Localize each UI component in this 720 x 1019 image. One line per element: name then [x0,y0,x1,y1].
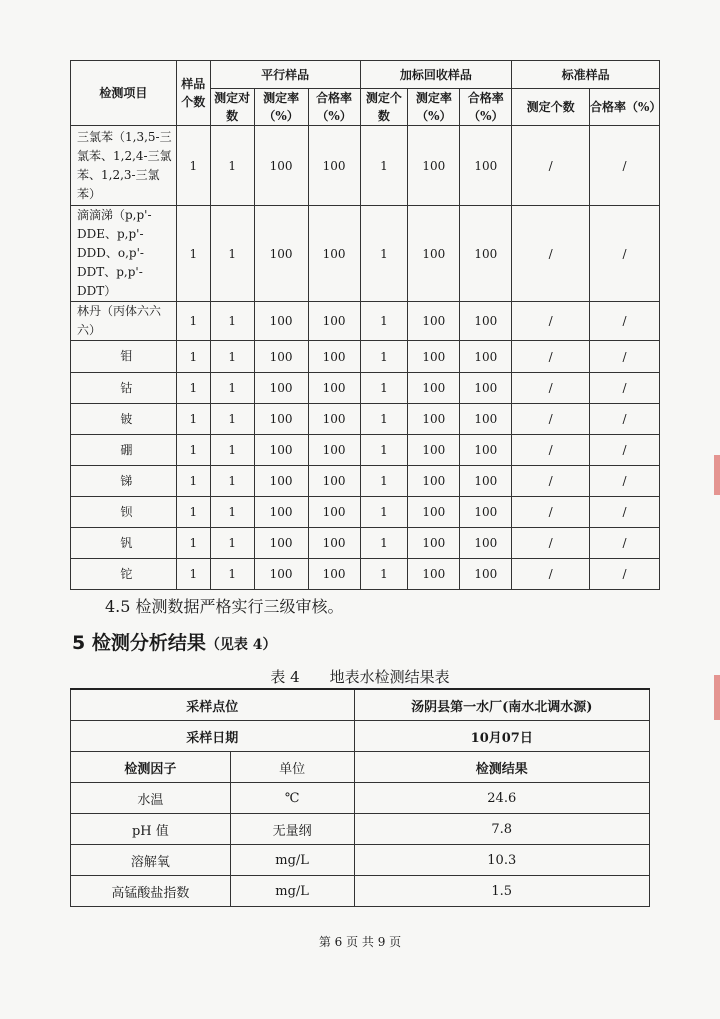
value-cell: 100 [460,528,512,559]
value-cell: 100 [460,341,512,373]
site-label: 采样点位 [71,689,355,721]
factor-cell: 溶解氧 [71,845,231,876]
item-cell: 三氯苯（1,3,5-三氯苯、1,2,4-三氯苯、1,2,3-三氯苯） [71,126,177,206]
value-cell: / [590,528,660,559]
section-title: 5 检测分析结果 [72,632,206,654]
value-cell: 100 [308,497,360,528]
value-cell: / [512,404,590,435]
value-cell: 100 [308,373,360,404]
subheader: 合格率（%） [308,89,360,126]
table-row [71,404,660,435]
qc-table [70,60,660,590]
item-cell: 铍 [71,404,177,435]
item-cell: 钡 [71,497,177,528]
value-cell: 100 [408,466,460,497]
value-cell: 100 [408,126,460,206]
value-cell: 100 [460,302,512,341]
value-cell: / [590,435,660,466]
value-cell: 1 [360,435,408,466]
table-row [71,466,660,497]
value-cell: 100 [460,497,512,528]
table-row [71,373,660,404]
value-cell: / [512,126,590,206]
value-cell: 1 [176,528,210,559]
value-cell: / [590,302,660,341]
table-caption: 表 4 地表水检测结果表 [270,668,450,686]
value-cell: 1 [360,341,408,373]
item-cell: 铊 [71,559,177,590]
header-unit: 单位 [230,752,354,783]
value-cell: 100 [308,404,360,435]
header-spike: 加标回收样品 [360,61,512,89]
factor-cell: 水温 [71,783,231,814]
unit-cell: mg/L [230,845,354,876]
value-cell: 1 [210,435,254,466]
value-cell: / [590,466,660,497]
table-row [71,126,660,206]
subheader: 合格率（%） [460,89,512,126]
site-value: 汤阴县第一水厂(南水北调水源) [354,689,649,721]
value-cell: 1 [176,206,210,302]
date-value: 10月07日 [354,721,649,752]
table-row [71,559,660,590]
value-cell: 100 [254,528,308,559]
value-cell: 100 [408,373,460,404]
item-cell: 钒 [71,528,177,559]
value-cell: 100 [308,206,360,302]
value-cell: 100 [460,466,512,497]
value-cell: 100 [460,404,512,435]
value-cell: / [590,404,660,435]
value-cell: 100 [308,341,360,373]
value-cell: 1 [360,126,408,206]
factor-cell: 高锰酸盐指数 [71,876,231,907]
value-cell: 1 [210,404,254,435]
item-cell: 钼 [71,341,177,373]
page-footer: 第 6 页 共 9 页 [318,935,402,949]
seal-edge [714,455,720,495]
value-cell: 1 [176,466,210,497]
value-cell: / [512,206,590,302]
value-cell: 1 [360,497,408,528]
value-cell: 100 [460,126,512,206]
value-cell: / [590,206,660,302]
value-cell: 100 [254,435,308,466]
value-cell: 7.8 [354,814,649,845]
item-cell: 钴 [71,373,177,404]
unit-cell: ℃ [230,783,354,814]
value-cell: 100 [408,404,460,435]
item-cell: 林丹（丙体六六六） [71,302,177,341]
value-cell: / [512,466,590,497]
value-cell: / [512,497,590,528]
value-cell: 100 [460,373,512,404]
table-row [71,528,660,559]
value-cell: 100 [308,559,360,590]
value-cell: / [512,559,590,590]
value-cell: 100 [308,466,360,497]
header-sample-count: 样品个数 [176,61,210,126]
value-cell: 1 [176,126,210,206]
value-cell: 1 [360,404,408,435]
value-cell: 100 [254,302,308,341]
value-cell: / [590,341,660,373]
value-cell: 100 [408,528,460,559]
value-cell: 100 [408,559,460,590]
header-factor: 检测因子 [71,752,231,783]
value-cell: 100 [308,126,360,206]
result-table [70,688,650,907]
value-cell: 1 [360,466,408,497]
value-cell: / [512,302,590,341]
section-ref: （见表 4） [205,637,277,653]
subheader: 测定率（%） [254,89,308,126]
subheader: 合格率（%） [590,89,660,126]
value-cell: 100 [254,497,308,528]
value-cell: 1 [210,559,254,590]
value-cell: 1 [176,559,210,590]
value-cell: 1 [176,404,210,435]
value-cell: 100 [254,206,308,302]
value-cell: 100 [254,559,308,590]
value-cell: 1 [210,466,254,497]
value-cell: 100 [408,206,460,302]
table-row [71,435,660,466]
factor-cell: pH 值 [71,814,231,845]
subheader: 测定个数 [512,89,590,126]
item-cell: 锑 [71,466,177,497]
value-cell: 1 [210,341,254,373]
date-label: 采样日期 [71,721,355,752]
value-cell: 100 [254,373,308,404]
value-cell: 100 [408,435,460,466]
value-cell: 100 [460,559,512,590]
value-cell: 1 [210,373,254,404]
value-cell: 100 [308,528,360,559]
value-cell: 1 [210,206,254,302]
value-cell: / [512,341,590,373]
item-cell: 硼 [71,435,177,466]
value-cell: 1 [360,373,408,404]
table-row [71,497,660,528]
value-cell: 100 [408,341,460,373]
table-row [71,302,660,341]
value-cell: 1.5 [354,876,649,907]
review-note: 4.5 检测数据严格实行三级审核。 [105,597,344,616]
table-row [71,341,660,373]
qc-table-body [71,126,660,590]
value-cell: 1 [210,528,254,559]
value-cell: 1 [360,206,408,302]
value-cell: / [590,373,660,404]
value-cell: 1 [176,497,210,528]
value-cell: / [590,126,660,206]
header-parallel: 平行样品 [210,61,360,89]
value-cell: 100 [254,404,308,435]
unit-cell: 无量纲 [230,814,354,845]
value-cell: / [512,373,590,404]
value-cell: 100 [408,302,460,341]
value-cell: 100 [254,341,308,373]
value-cell: 100 [460,206,512,302]
section-heading [72,628,276,655]
value-cell: 100 [460,435,512,466]
value-cell: 100 [254,126,308,206]
value-cell: 1 [360,528,408,559]
value-cell: 1 [176,302,210,341]
value-cell: 1 [210,497,254,528]
value-cell: 100 [308,435,360,466]
value-cell: / [590,559,660,590]
header-item: 检测项目 [71,61,177,126]
value-cell: 1 [360,559,408,590]
value-cell: 100 [254,466,308,497]
subheader: 测定率（%） [408,89,460,126]
value-cell: 1 [176,373,210,404]
unit-cell: mg/L [230,876,354,907]
table-row [71,206,660,302]
value-cell: 1 [210,302,254,341]
value-cell: / [590,497,660,528]
value-cell: / [512,435,590,466]
subheader: 测定个数 [360,89,408,126]
value-cell: / [512,528,590,559]
item-cell: 滴滴涕（p,p'-DDE、p,p'-DDD、o,p'-DDT、p,p'-DDT） [71,206,177,302]
value-cell: 100 [308,302,360,341]
header-standard: 标准样品 [512,61,660,89]
subheader: 测定对数 [210,89,254,126]
value-cell: 10.3 [354,845,649,876]
value-cell: 100 [408,497,460,528]
value-cell: 1 [210,126,254,206]
value-cell: 1 [360,302,408,341]
seal-edge [714,675,720,720]
value-cell: 1 [176,341,210,373]
header-result: 检测结果 [354,752,649,783]
value-cell: 1 [176,435,210,466]
value-cell: 24.6 [354,783,649,814]
